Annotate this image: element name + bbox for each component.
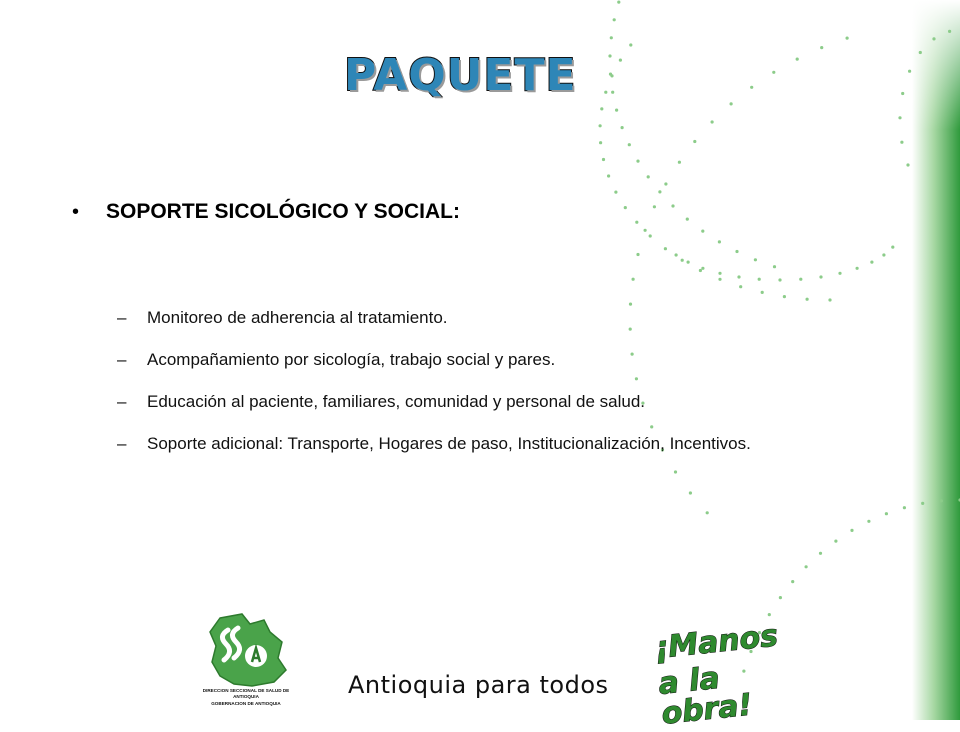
decorative-dot — [754, 258, 757, 261]
decorative-dot — [834, 540, 837, 543]
list-item — [117, 302, 817, 333]
decorative-dot — [856, 267, 859, 270]
dash-marker: – — [117, 386, 147, 417]
decorative-dot — [658, 190, 661, 193]
decorative-dot — [600, 107, 603, 110]
decorative-dot — [644, 229, 647, 232]
decorative-dot — [718, 272, 721, 275]
decorative-dot — [636, 160, 639, 163]
decorative-dot — [799, 278, 802, 281]
decorative-dot — [903, 506, 906, 509]
decorative-dot — [610, 36, 613, 39]
decorative-dot — [796, 58, 799, 61]
decorative-dot — [629, 43, 632, 46]
decorative-dot — [761, 291, 764, 294]
main-bullet — [72, 200, 460, 224]
decorative-dot — [940, 499, 943, 502]
decorative-dot — [687, 261, 690, 264]
decorative-dot — [617, 0, 620, 3]
decorative-dot — [828, 298, 831, 301]
decorative-dot — [613, 18, 616, 21]
sub-list — [117, 302, 817, 470]
decorative-dot — [735, 250, 738, 253]
decorative-dot — [737, 275, 740, 278]
decorative-dot — [778, 278, 781, 281]
decorative-dot — [779, 596, 782, 599]
decorative-dot — [791, 580, 794, 583]
decorative-dot — [739, 285, 742, 288]
decorative-dot — [681, 259, 684, 262]
decorative-dot — [632, 278, 635, 281]
decorative-dot — [898, 116, 901, 119]
decorative-dot — [604, 91, 607, 94]
list-item-text: Monitoreo de adherencia al tratamiento. — [147, 302, 817, 333]
manos-a-la-obra-logo — [653, 622, 778, 730]
decorative-dot — [730, 102, 733, 105]
decorative-dot — [772, 71, 775, 74]
decorative-dot — [699, 269, 702, 272]
decorative-dot — [768, 613, 771, 616]
decorative-dot — [599, 141, 602, 144]
manos-line-2: a la obra! — [657, 658, 779, 730]
decorative-dot — [901, 92, 904, 95]
decorative-dot — [602, 158, 605, 161]
decorative-dot — [611, 91, 614, 94]
decorative-dot — [701, 267, 704, 270]
decorative-dot — [671, 204, 674, 207]
dash-marker: – — [117, 344, 147, 375]
bullet-marker: • — [72, 201, 106, 224]
org-name: DIRECCION SECCIONAL DE SALUD DE ANTIOQUIA — [190, 688, 302, 699]
decorative-dot — [678, 161, 681, 164]
decorative-dot — [773, 265, 776, 268]
dash-marker: – — [117, 428, 147, 459]
org-government: GOBERNACION DE ANTIOQUIA — [190, 701, 302, 707]
decorative-dot — [750, 86, 753, 89]
decorative-dot — [649, 234, 652, 237]
decorative-dot — [882, 253, 885, 256]
decorative-dot — [932, 37, 935, 40]
list-item-text: Educación al paciente, familiares, comunidad y personal de salud. — [147, 386, 817, 417]
decorative-dot — [701, 230, 704, 233]
decorative-dot — [718, 278, 721, 281]
decorative-dot — [819, 552, 822, 555]
decorative-dot — [674, 470, 677, 473]
list-item — [117, 344, 817, 375]
decorative-dot — [621, 126, 624, 129]
decorative-dot — [635, 221, 638, 224]
decorative-dot — [850, 529, 853, 532]
decorative-dot — [921, 502, 924, 505]
decorative-dot — [686, 218, 689, 221]
decorative-dot — [783, 295, 786, 298]
decorative-dot — [636, 253, 639, 256]
slogan: Antioquia para todos — [348, 671, 609, 699]
decorative-dot — [718, 240, 721, 243]
decorative-dot — [838, 272, 841, 275]
decorative-dot — [867, 520, 870, 523]
decorative-dot — [614, 191, 617, 194]
decorative-dot — [615, 109, 618, 112]
list-item — [117, 386, 817, 417]
decorative-dot — [885, 512, 888, 515]
section-heading: SOPORTE SICOLÓGICO Y SOCIAL: — [106, 200, 460, 224]
decorative-dot — [908, 70, 911, 73]
decorative-dot — [906, 163, 909, 166]
page-title: PAQUETE — [344, 54, 577, 98]
manos-line-1: ¡Manos — [653, 622, 772, 664]
decorative-dot — [758, 278, 761, 281]
list-item-text: Acompañamiento por sicología, trabajo social y pares. — [147, 344, 817, 375]
decorative-dot — [664, 182, 667, 185]
decorative-dot — [689, 491, 692, 494]
dash-marker: – — [117, 302, 147, 333]
decorative-dot — [870, 261, 873, 264]
decorative-dot — [619, 59, 622, 62]
decorative-dot — [819, 275, 822, 278]
decorative-dot — [628, 143, 631, 146]
decorative-dot — [664, 247, 667, 250]
decorative-dot — [647, 175, 650, 178]
decorative-dot — [599, 124, 602, 127]
decorative-dot — [891, 246, 894, 249]
decorative-dot — [706, 511, 709, 514]
decorative-dot — [919, 51, 922, 54]
decorative-dot — [711, 120, 714, 123]
decorative-dot — [609, 73, 612, 76]
decorative-dot — [653, 205, 656, 208]
list-item-text: Soporte adicional: Transporte, Hogares de paso, Institucionalización, Incentivos. — [147, 428, 817, 459]
decorative-dot — [820, 46, 823, 49]
decorative-dot — [607, 174, 610, 177]
decorative-dot — [806, 298, 809, 301]
decorative-dot — [846, 37, 849, 40]
decorative-dot — [675, 253, 678, 256]
decorative-dot — [805, 565, 808, 568]
decorative-dot — [693, 140, 696, 143]
decorative-dot — [948, 30, 951, 33]
list-item — [117, 428, 817, 459]
decorative-dot — [624, 206, 627, 209]
decorative-dot — [900, 141, 903, 144]
decorative-dot — [608, 54, 611, 57]
right-band-fade — [912, 0, 960, 720]
